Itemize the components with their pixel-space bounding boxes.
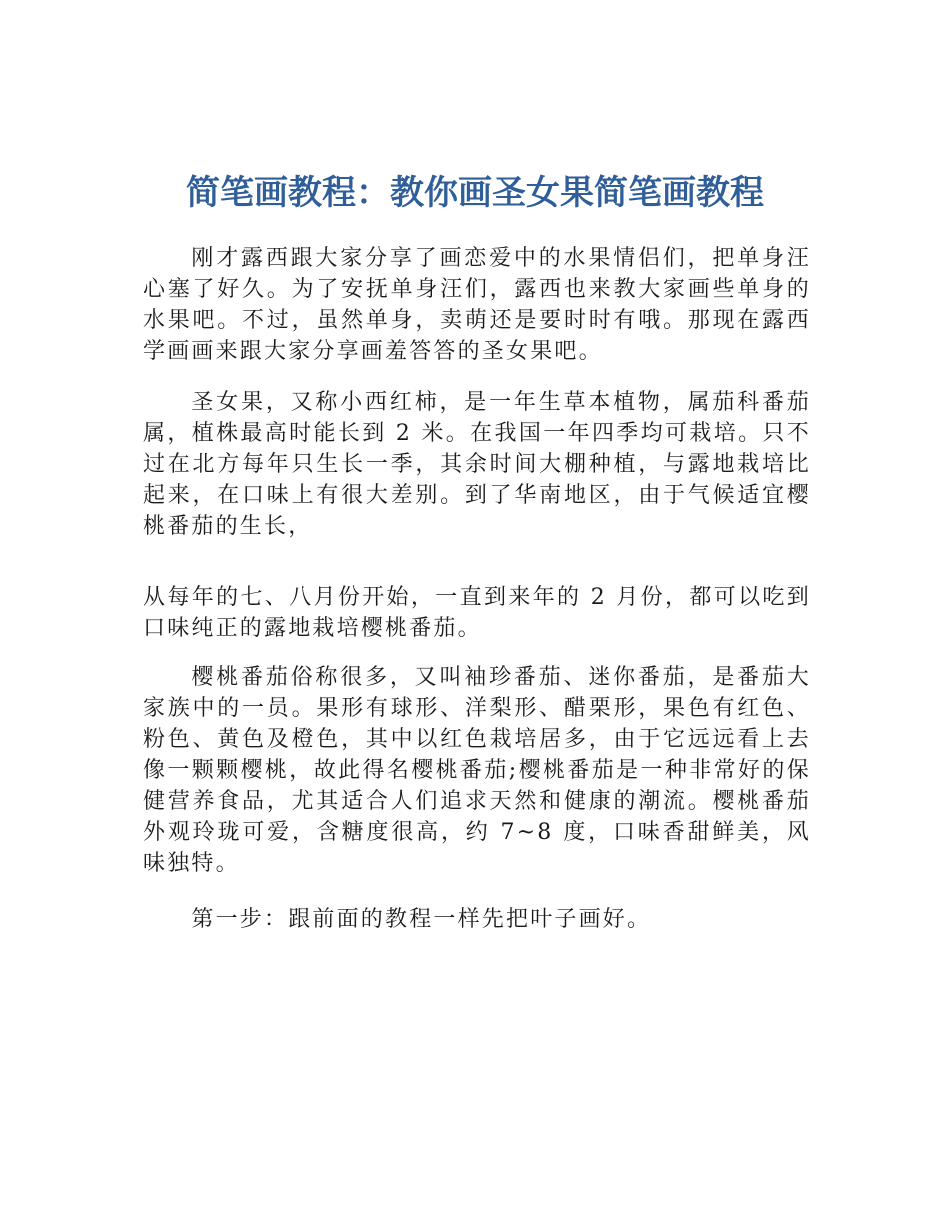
paragraph-cherry-tomato-varieties: 樱桃番茄俗称很多，又叫袖珍番茄、迷你番茄，是番茄大家族中的一员。果形有球形、洋梨形、醋栗形，果色有红色、粉色、黄色及橙色，其中以红色栽培居多，由于它远远看上去像一颗颗樱桃，故此得名樱桃番茄;樱桃番茄是一种非常好的保健营养食品，尤其适合人们追求天然和健康的潮流。樱桃番茄外观玲珑可爱，含糖度很高，约 7~8 度，口味香甜鲜美，风味独特。: [143, 665, 811, 876]
page-title: 简笔画教程：教你画圣女果简笔画教程: [186, 172, 764, 213]
paragraph-intro: 刚才露西跟大家分享了画恋爱中的水果情侣们，把单身汪心塞了好久。为了安抚单身汪们，露西也来教大家画些单身的水果吧。不过，虽然单身，卖萌还是要时时有哦。那现在露西学画画来跟大家分享画羞答答的圣女果吧。: [143, 246, 811, 364]
paragraph-cherry-tomato-description: 圣女果，又称小西红柿，是一年生草本植物，属茄科番茄属，植株最高时能长到 2 米。在我国一年四季均可栽培。只不过在北方每年只生长一季，其余时间大棚种植，与露地栽培比起来，在口味上有很大差别。到了华南地区，由于气候适宜樱桃番茄的生长，: [143, 390, 811, 539]
paragraph-season-continuation: 从每年的七、八月份开始，一直到来年的 2 月份，都可以吃到口味纯正的露地栽培樱桃番茄。: [143, 585, 811, 641]
paragraph-step-one: 第一步：跟前面的教程一样先把叶子画好。: [191, 907, 652, 932]
